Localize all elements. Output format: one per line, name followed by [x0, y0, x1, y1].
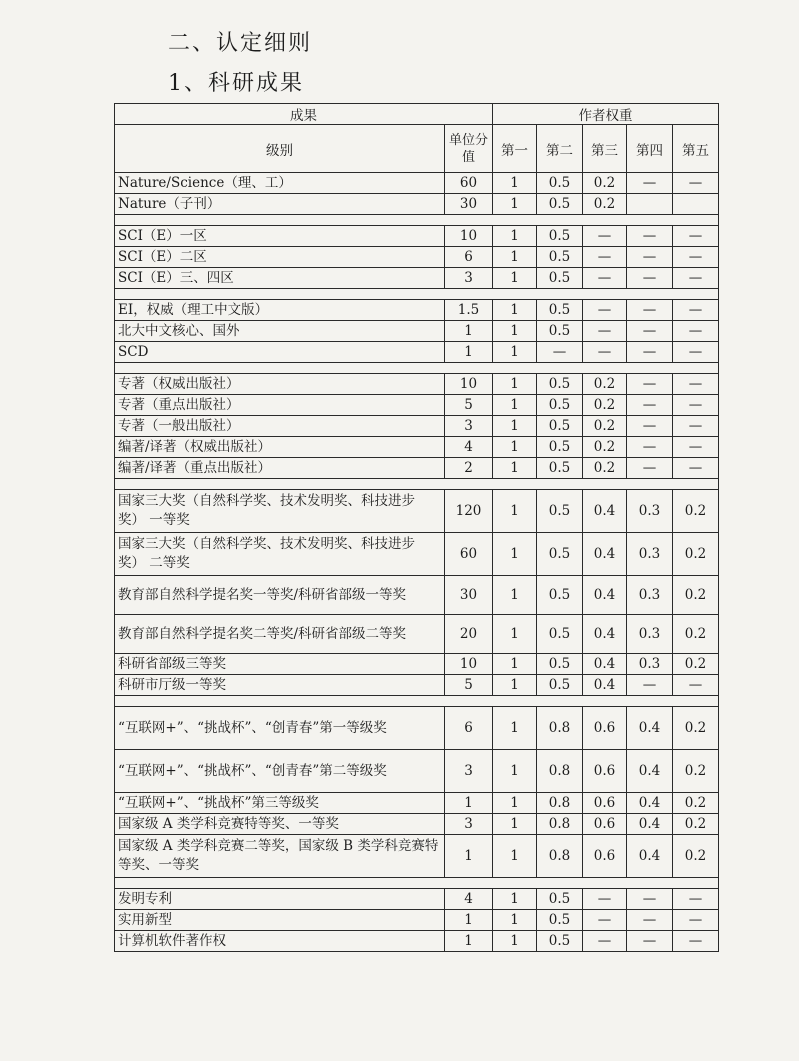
weight-cell: —	[673, 437, 719, 458]
weight-cell: 0.3	[627, 615, 673, 654]
weight-cell: 0.5	[537, 615, 583, 654]
weight-cell	[673, 194, 719, 215]
level-cell: 国家级 A 类学科竞赛特等奖、一等奖	[115, 814, 445, 835]
weight-cell	[627, 194, 673, 215]
weight-cell: 1	[493, 226, 537, 247]
weight-cell: 1	[493, 268, 537, 289]
table-row	[115, 910, 719, 931]
weight-cell: 1	[493, 300, 537, 321]
weight-cell: 0.3	[627, 533, 673, 576]
weight-cell: 1	[493, 889, 537, 910]
weight-cell: —	[673, 458, 719, 479]
unit-score-cell: 10	[445, 654, 493, 675]
weight-cell: —	[673, 931, 719, 952]
weight-cell: 0.8	[537, 835, 583, 878]
weight-cell: 0.2	[583, 194, 627, 215]
table-row	[115, 615, 719, 654]
research-achievement-table	[114, 103, 719, 952]
weight-cell: 1	[493, 416, 537, 437]
weight-cell: 0.5	[537, 226, 583, 247]
weight-cell: —	[673, 321, 719, 342]
table-row	[115, 342, 719, 363]
weight-cell: 0.5	[537, 416, 583, 437]
table-row	[115, 889, 719, 910]
weight-cell: —	[627, 173, 673, 194]
unit-score-cell: 1	[445, 793, 493, 814]
weight-cell: 0.2	[673, 814, 719, 835]
table-row	[115, 194, 719, 215]
group-separator	[115, 289, 719, 300]
section-heading: 二、认定细则	[168, 31, 313, 56]
level-cell: 科研市厅级一等奖	[115, 675, 445, 696]
weight-cell: 0.3	[627, 654, 673, 675]
weight-cell: 0.5	[537, 173, 583, 194]
level-cell: 计算机软件著作权	[115, 931, 445, 952]
weight-cell: —	[583, 321, 627, 342]
weight-cell: 0.4	[627, 814, 673, 835]
unit-score-cell: 60	[445, 173, 493, 194]
weight-cell: 0.2	[583, 458, 627, 479]
separator-cell	[115, 878, 719, 889]
table-row	[115, 675, 719, 696]
weight-cell: —	[673, 342, 719, 363]
weight-cell: 0.4	[583, 576, 627, 615]
weight-cell: 0.6	[583, 793, 627, 814]
weight-cell: —	[583, 247, 627, 268]
level-cell: 教育部自然科学提名奖一等奖/科研省部级一等奖	[115, 576, 445, 615]
weight-cell: —	[583, 268, 627, 289]
weight-cell: 0.5	[537, 533, 583, 576]
weight-cell: 0.2	[673, 533, 719, 576]
weight-cell: 0.2	[673, 654, 719, 675]
weight-cell: 1	[493, 194, 537, 215]
weight-cell: 0.6	[583, 750, 627, 793]
table-row	[115, 226, 719, 247]
unit-score-cell: 1	[445, 321, 493, 342]
weight-cell: —	[627, 437, 673, 458]
position-header: 第二	[537, 125, 583, 173]
unit-score-cell: 1	[445, 931, 493, 952]
level-cell: Nature/Science（理、工）	[115, 173, 445, 194]
unit-score-cell: 5	[445, 395, 493, 416]
weight-cell: —	[627, 931, 673, 952]
weight-cell: 0.5	[537, 300, 583, 321]
level-cell: 科研省部级三等奖	[115, 654, 445, 675]
weight-cell: 1	[493, 490, 537, 533]
unit-score-cell: 10	[445, 226, 493, 247]
weight-cell: 1	[493, 910, 537, 931]
table-row	[115, 814, 719, 835]
unit-score-cell: 3	[445, 416, 493, 437]
weight-cell: 0.8	[537, 707, 583, 750]
weight-cell: —	[627, 226, 673, 247]
separator-cell	[115, 479, 719, 490]
weight-cell: 1	[493, 707, 537, 750]
weight-cell: 0.2	[673, 490, 719, 533]
weight-cell: —	[673, 889, 719, 910]
group-separator	[115, 215, 719, 226]
position-header: 第三	[583, 125, 627, 173]
weight-cell: 1	[493, 615, 537, 654]
table-row	[115, 576, 719, 615]
achievement-header: 成果	[115, 104, 493, 125]
level-cell: SCD	[115, 342, 445, 363]
weight-cell: 0.5	[537, 889, 583, 910]
weight-cell: —	[627, 395, 673, 416]
weight-cell: 0.5	[537, 576, 583, 615]
level-cell: 国家三大奖（自然科学奖、技术发明奖、科技进步奖） 一等奖	[115, 490, 445, 533]
subsection-heading: 1、科研成果	[168, 71, 304, 96]
weight-cell: —	[627, 247, 673, 268]
weight-cell: 0.4	[583, 615, 627, 654]
table-row	[115, 173, 719, 194]
separator-cell	[115, 289, 719, 300]
weight-cell: 1	[493, 750, 537, 793]
weight-cell: 1	[493, 395, 537, 416]
level-cell: 实用新型	[115, 910, 445, 931]
unit-score-cell: 10	[445, 374, 493, 395]
weight-cell: 1	[493, 173, 537, 194]
position-header: 第一	[493, 125, 537, 173]
table-row	[115, 437, 719, 458]
unit-score-cell: 30	[445, 194, 493, 215]
group-separator	[115, 363, 719, 374]
weight-cell: —	[627, 321, 673, 342]
weight-cell: 0.4	[627, 835, 673, 878]
level-cell: 专著（权威出版社）	[115, 374, 445, 395]
unit-score-cell: 120	[445, 490, 493, 533]
weight-cell: 0.5	[537, 654, 583, 675]
weight-cell: 0.2	[673, 707, 719, 750]
weight-cell: 0.2	[583, 173, 627, 194]
separator-cell	[115, 363, 719, 374]
table-row	[115, 750, 719, 793]
unit-score-cell: 20	[445, 615, 493, 654]
weight-cell: —	[627, 889, 673, 910]
unit-score-cell: 4	[445, 889, 493, 910]
unit-score-cell: 60	[445, 533, 493, 576]
weight-cell: —	[627, 374, 673, 395]
weight-cell: 0.4	[583, 675, 627, 696]
unit-score-cell: 3	[445, 814, 493, 835]
table-row	[115, 268, 719, 289]
weight-cell: 1	[493, 247, 537, 268]
weight-cell: —	[627, 458, 673, 479]
level-cell: SCI（E）一区	[115, 226, 445, 247]
group-separator	[115, 878, 719, 889]
weight-cell: —	[583, 226, 627, 247]
weight-cell: 0.5	[537, 490, 583, 533]
weight-cell: 0.4	[627, 707, 673, 750]
weight-cell: 1	[493, 321, 537, 342]
weight-cell: 1	[493, 437, 537, 458]
unit-score-cell: 3	[445, 750, 493, 793]
level-cell: 国家三大奖（自然科学奖、技术发明奖、科技进步奖） 二等奖	[115, 533, 445, 576]
unit-score-cell: 6	[445, 247, 493, 268]
author-weight-header: 作者权重	[493, 104, 719, 125]
weight-cell: —	[673, 374, 719, 395]
level-cell: “互联网+”、“挑战杯”、“创青春”第一等级奖	[115, 707, 445, 750]
weight-cell: 0.5	[537, 437, 583, 458]
table-row	[115, 321, 719, 342]
weight-cell: 0.4	[627, 793, 673, 814]
weight-cell: 0.5	[537, 910, 583, 931]
position-header: 第五	[673, 125, 719, 173]
table-row	[115, 300, 719, 321]
weight-cell: —	[673, 173, 719, 194]
table-row	[115, 931, 719, 952]
unit-score-cell: 2	[445, 458, 493, 479]
weight-cell: 0.2	[673, 750, 719, 793]
weight-cell: 0.6	[583, 835, 627, 878]
weight-cell: 0.8	[537, 814, 583, 835]
group-separator	[115, 696, 719, 707]
weight-cell: —	[627, 416, 673, 437]
group-separator	[115, 479, 719, 490]
weight-cell: —	[627, 675, 673, 696]
table-row	[115, 533, 719, 576]
weight-cell: —	[673, 247, 719, 268]
table-body	[115, 173, 719, 952]
weight-cell: 1	[493, 342, 537, 363]
weight-cell: —	[673, 268, 719, 289]
weight-cell: 1	[493, 793, 537, 814]
weight-cell: 0.8	[537, 793, 583, 814]
weight-cell: 1	[493, 374, 537, 395]
weight-cell: 1	[493, 654, 537, 675]
weight-cell: —	[583, 300, 627, 321]
level-cell: “互联网+”、“挑战杯”第三等级奖	[115, 793, 445, 814]
unit-score-header: 单位分值	[445, 125, 493, 173]
weight-cell: —	[673, 675, 719, 696]
separator-cell	[115, 215, 719, 226]
weight-cell: 0.6	[583, 814, 627, 835]
unit-score-cell: 4	[445, 437, 493, 458]
unit-score-cell: 30	[445, 576, 493, 615]
level-cell: 北大中文核心、国外	[115, 321, 445, 342]
weight-cell: 0.5	[537, 458, 583, 479]
table-row	[115, 654, 719, 675]
table-row	[115, 458, 719, 479]
weight-cell: 1	[493, 533, 537, 576]
weight-cell: 0.8	[537, 750, 583, 793]
unit-score-cell: 6	[445, 707, 493, 750]
unit-score-cell: 5	[445, 675, 493, 696]
weight-cell: 1	[493, 814, 537, 835]
weight-cell: 0.2	[583, 416, 627, 437]
weight-cell: —	[673, 395, 719, 416]
unit-score-cell: 1	[445, 835, 493, 878]
level-cell: 国家级 A 类学科竞赛二等奖，国家级 B 类学科竞赛特等奖、一等奖	[115, 835, 445, 878]
level-cell: 编著/译著（权威出版社）	[115, 437, 445, 458]
level-cell: SCI（E）三、四区	[115, 268, 445, 289]
weight-cell: 0.5	[537, 268, 583, 289]
unit-score-cell: 1.5	[445, 300, 493, 321]
weight-cell: 1	[493, 835, 537, 878]
weight-cell: —	[583, 910, 627, 931]
weight-cell: —	[673, 226, 719, 247]
weight-cell: 0.3	[627, 576, 673, 615]
weight-cell: —	[627, 300, 673, 321]
weight-cell: 0.2	[673, 615, 719, 654]
weight-cell: 0.2	[673, 835, 719, 878]
unit-score-cell: 3	[445, 268, 493, 289]
weight-cell: 0.2	[583, 437, 627, 458]
weight-cell: 0.6	[583, 707, 627, 750]
level-cell: 发明专利	[115, 889, 445, 910]
table-row	[115, 707, 719, 750]
weight-cell: 0.4	[627, 750, 673, 793]
weight-cell: 1	[493, 931, 537, 952]
table-row	[115, 835, 719, 878]
unit-score-cell: 1	[445, 910, 493, 931]
weight-cell: 0.4	[583, 490, 627, 533]
weight-cell: 0.2	[673, 793, 719, 814]
level-cell: 专著（一般出版社）	[115, 416, 445, 437]
weight-cell: —	[627, 342, 673, 363]
weight-cell: 1	[493, 675, 537, 696]
weight-cell: —	[583, 931, 627, 952]
weight-cell: 0.5	[537, 395, 583, 416]
weight-cell: 0.5	[537, 675, 583, 696]
level-cell: 教育部自然科学提名奖二等奖/科研省部级二等奖	[115, 615, 445, 654]
level-cell: “互联网+”、“挑战杯”、“创青春”第二等级奖	[115, 750, 445, 793]
table-row	[115, 395, 719, 416]
weight-cell: 0.5	[537, 247, 583, 268]
weight-cell: 0.2	[673, 576, 719, 615]
level-cell: Nature（子刊）	[115, 194, 445, 215]
weight-cell: 0.5	[537, 374, 583, 395]
position-header: 第四	[627, 125, 673, 173]
weight-cell: 0.2	[583, 374, 627, 395]
level-cell: EI，权威（理工中文版）	[115, 300, 445, 321]
weight-cell: —	[583, 889, 627, 910]
weight-cell: 0.5	[537, 194, 583, 215]
weight-cell: 0.4	[583, 654, 627, 675]
table-row	[115, 416, 719, 437]
table-row	[115, 374, 719, 395]
weight-cell: 0.5	[537, 931, 583, 952]
table-row	[115, 793, 719, 814]
weight-cell: 1	[493, 576, 537, 615]
weight-cell: 0.5	[537, 321, 583, 342]
weight-cell: —	[673, 300, 719, 321]
table-row	[115, 490, 719, 533]
unit-score-cell: 1	[445, 342, 493, 363]
weight-cell: 1	[493, 458, 537, 479]
table-row	[115, 247, 719, 268]
weight-cell: —	[583, 342, 627, 363]
weight-cell: —	[673, 910, 719, 931]
weight-cell: 0.3	[627, 490, 673, 533]
weight-cell: —	[537, 342, 583, 363]
weight-cell: 0.2	[583, 395, 627, 416]
level-cell: SCI（E）二区	[115, 247, 445, 268]
weight-cell: 0.4	[583, 533, 627, 576]
weight-cell: —	[673, 416, 719, 437]
level-cell: 专著（重点出版社）	[115, 395, 445, 416]
weight-cell: —	[627, 910, 673, 931]
weight-cell: —	[627, 268, 673, 289]
level-cell: 编著/译著（重点出版社）	[115, 458, 445, 479]
level-header: 级别	[115, 125, 445, 173]
separator-cell	[115, 696, 719, 707]
